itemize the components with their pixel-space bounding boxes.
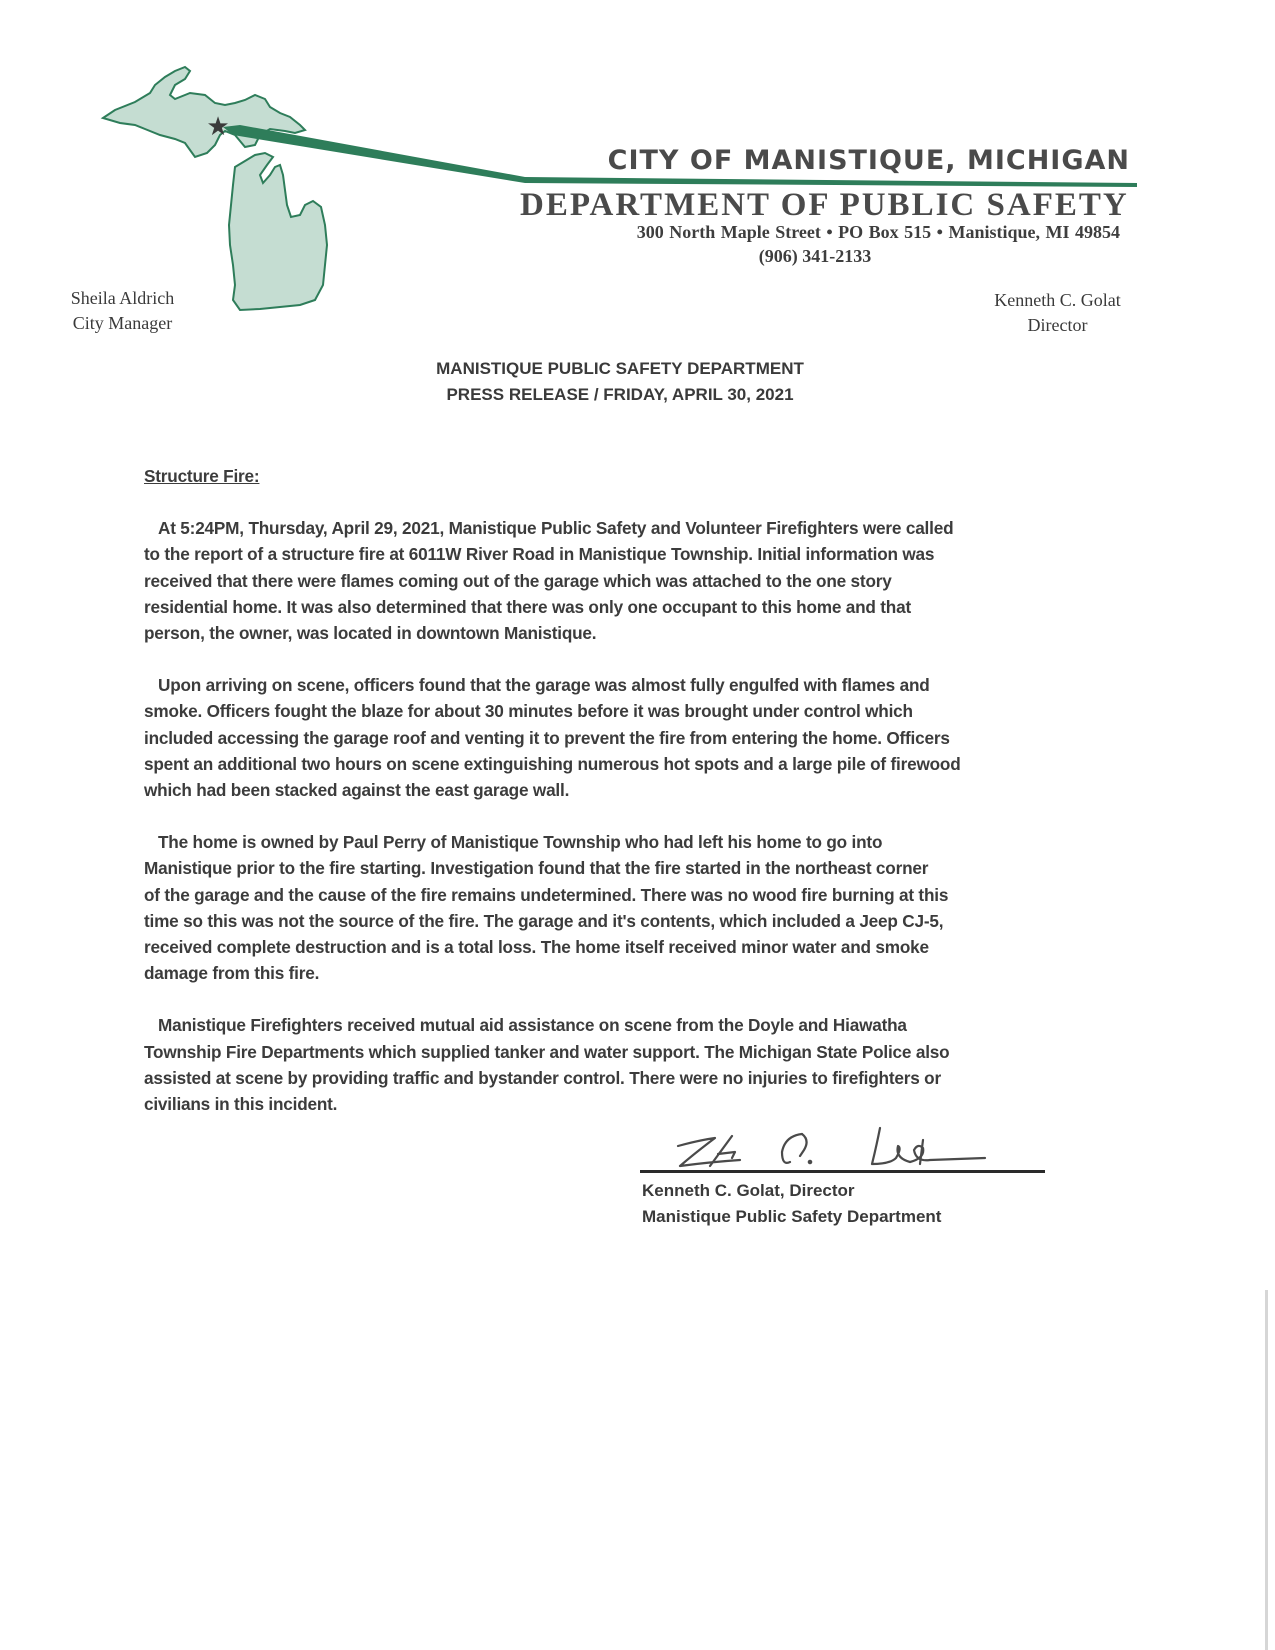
paragraph-1	[144, 515, 1084, 646]
text-line: time so this was not the source of the fire. The garage and it's contents, which included a Jeep CJ-5,	[144, 910, 944, 931]
paragraph-3	[144, 829, 1084, 986]
text-line: Upon arriving on scene, officers found that the garage was almost fully engulfed with flames and	[158, 675, 930, 696]
text-line: civilians in this incident.	[144, 1094, 338, 1115]
section-heading: Structure Fire:	[144, 466, 260, 486]
text-line: residential home. It was also determined that there was only one occupant to this home and that	[144, 596, 911, 617]
text-line: smoke. Officers fought the blaze for about 30 minutes before it was brought under control which	[144, 701, 913, 722]
city-manager-block	[55, 286, 190, 336]
director-block	[980, 288, 1135, 338]
text-line: At 5:24PM, Thursday, April 29, 2021, Manistique Public Safety and Volunteer Firefighters were called	[158, 518, 954, 539]
text-line: Manistique Firefighters received mutual aid assistance on scene from the Doyle and Hiawatha	[158, 1015, 907, 1036]
press-release-header	[360, 356, 880, 408]
text-line: of the garage and the cause of the fire remains undetermined. There was no wood fire burning at this	[144, 884, 949, 905]
text-line: received that there were flames coming out of the garage which was attached to the one story	[144, 570, 892, 591]
text-line: Township Fire Departments which supplied tanker and water support. The Michigan State Police also	[144, 1041, 950, 1062]
department-address: 300 North Maple Street • PO Box 515 • Manistique, MI 49854	[636, 222, 1120, 242]
signatory-name: Kenneth C. Golat, Director	[642, 1181, 855, 1200]
svg-text:★: ★	[206, 112, 230, 142]
scan-edge-artifact	[1265, 1290, 1268, 1650]
signature-line	[640, 1170, 1045, 1173]
press-header-department: MANISTIQUE PUBLIC SAFETY DEPARTMENT	[436, 359, 804, 378]
press-header-date: PRESS RELEASE / FRIDAY, APRIL 30, 2021	[446, 385, 794, 404]
paragraph-2	[144, 672, 1084, 803]
paragraph-4	[144, 1012, 1084, 1117]
text-line: included accessing the garage roof and venting it to prevent the fire from entering the home. Officers	[144, 727, 950, 748]
press-release-body	[144, 463, 1084, 1143]
text-line: spent an additional two hours on scene extinguishing numerous hot spots and a large pile of firewood	[144, 753, 961, 774]
city-title: CITY OF MANISTIQUE, MICHIGAN	[607, 145, 1130, 176]
signatory-organization: Manistique Public Safety Department	[642, 1207, 942, 1226]
department-title: DEPARTMENT OF PUBLIC SAFETY	[520, 187, 1129, 223]
text-line: Manistique prior to the fire starting. Investigation found that the fire started in the northeast corner	[144, 858, 929, 879]
text-line: to the report of a structure fire at 6011W River Road in Manistique Township. Initial information was	[144, 544, 935, 565]
signatory-block	[642, 1178, 941, 1230]
department-phone: (906) 341-2133	[758, 246, 872, 266]
city-manager-name: Sheila Aldrich	[70, 288, 175, 308]
city-manager-title: City Manager	[72, 313, 173, 333]
text-line: which had been stacked against the east garage wall.	[144, 780, 570, 801]
text-line: assisted at scene by providing traffic and bystander control. There were no injuries to firefighters or	[144, 1067, 941, 1088]
text-line: received complete destruction and is a total loss. The home itself received minor water and smoke	[144, 937, 929, 958]
text-line: person, the owner, was located in downtown Manistique.	[144, 623, 597, 644]
director-name: Kenneth C. Golat	[994, 290, 1121, 310]
signature-icon	[640, 1118, 1050, 1178]
text-line: damage from this fire.	[144, 963, 320, 984]
text-line: The home is owned by Paul Perry of Manistique Township who had left his home to go into	[158, 832, 883, 853]
director-title: Director	[1027, 315, 1088, 335]
